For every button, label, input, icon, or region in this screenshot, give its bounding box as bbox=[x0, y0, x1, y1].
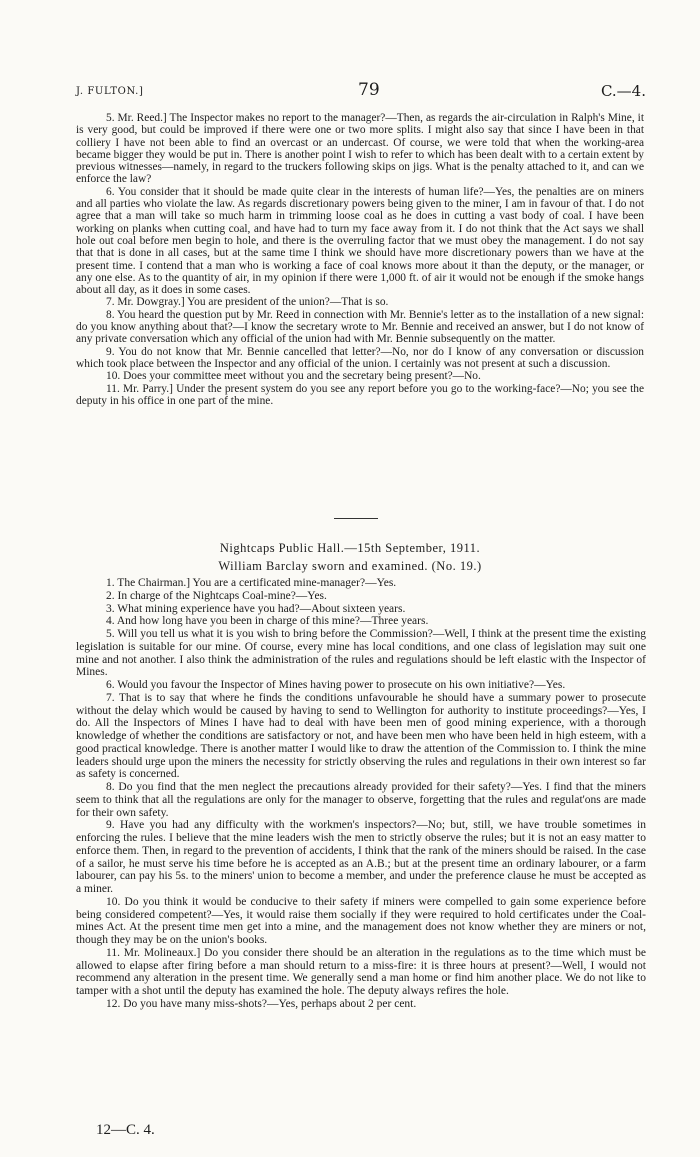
question-paragraph: 6. Would you favour the Inspector of Mines having power to prosecute on his own initiative?—Yes. bbox=[106, 679, 566, 691]
question-paragraph: 8. You heard the question put by Mr. Reed in connection with Mr. Bennie's letter as to the installation of a new signal: do you know anything about that?—I know the secretary wrote to Mr. Bennie and received an answer, but I do not know of any private conversation which any official of the union had with Mr. Bennie subsequently on the matter. bbox=[76, 308, 644, 346]
question-paragraph: 1. The Chairman.] You are a certificated mine-manager?—Yes. bbox=[106, 577, 397, 589]
witness-heading: William Barclay sworn and examined. (No. 19.) bbox=[218, 559, 482, 573]
fulton-evidence-section bbox=[76, 112, 644, 407]
question-paragraph: 6. You consider that it should be made quite clear in the interests of human life?—Yes, the penalties are on miners and all parties who violate the law. As regards discretionary powers being given to the miner, I am in favour of that. I do not agree that a man will take so much harm in trimming loose coal as he does in cutting a vast body of coal. I have been working on planks when cutting coal, and have had to turn my face away from it. I do not think that the Act says we shall hole out coal before men begin to hole, and there is the overruling factor that we must obey the management. I do not say that that is done in all cases, but at the same time I think we should have more discretionary powers than we have at the present time. I contend that a man who is working a face of coal knows more about it than the deputy, or the manager, or any one else. As to the quantity of air, in my opinion if there were 1,000 ft. of air it would not be enough if the smoke hangs about all day, as it does in some cases. bbox=[76, 185, 644, 297]
question-paragraph: 7. Mr. Dowgray.] You are president of the union?—That is so. bbox=[106, 296, 389, 309]
question-paragraph: 12. Do you have many miss-shots?—Yes, perhaps about 2 per cent. bbox=[106, 997, 417, 1010]
document-reference: C.—4. bbox=[600, 82, 646, 100]
header-witness-name: J. FULTON.] bbox=[76, 86, 144, 97]
barclay-evidence-section bbox=[76, 577, 646, 1011]
question-paragraph: 10. Does your committee meet without you and the secretary being present?—No. bbox=[106, 370, 481, 383]
question-paragraph: 4. And how long have you been in charge of this mine?—Three years. bbox=[106, 615, 429, 628]
question-paragraph: 9. You do not know that Mr. Bennie cancelled that letter?—No, nor do I know of any conversation or discussion which took place between the Inspector and any official of the union. I certainly was not present at such a discussion. bbox=[76, 345, 644, 370]
question-paragraph: 3. What mining experience have you had?—About sixteen years. bbox=[106, 602, 406, 615]
question-paragraph: 7. That is to say that where he finds the conditions unfavourable he should have a summary power to prosecute without the delay which would be caused by having to send to Wellington for authority to institute proceedings?—Yes, I do. All the Inspectors of Mines I have had to deal with have been men of good mining experience, with a thorough knowledge of whether the conditions are satisfactory or not, and have been men who have been held in high esteem, with a good practical knowledge. There is another matter I would like to draw the attention of the Commission to. I think the mine leaders should urge upon the miners the necessity for strictly observing the rules and regulations in their own interest so far as safety is concerned. bbox=[76, 691, 646, 781]
question-paragraph: 11. Mr. Parry.] Under the present system do you see any report before you go to the working-face?—No; you see the deputy in his office in one part of the mine. bbox=[76, 382, 644, 407]
question-paragraph: 11. Mr. Molineaux.] Do you consider there should be an alteration in the regulations as to the time which must be allowed to elapse after firing before a man should return to a miss-fire: it is three hours at present?—Well, I would not recommend any alteration in the present time. We generally send a man home or find him another place. We do not like to tamper with a shot until the deputy has examined the hole. The deputy always refires the hole. bbox=[76, 946, 646, 997]
page-header bbox=[76, 80, 646, 104]
question-paragraph: 5. Mr. Reed.] The Inspector makes no report to the manager?—Then, as regards the air-circulation in Ralph's Mine, it is very good, but could be improved if there were one or two more splits. I might also say that since I have been in that colliery I have not been able to find an overcast or an undercast. Of course, we were told that when the working-area became bigger they would be put in. There is another point I wish to refer to which has been dealt with to a certain extent by previous witnesses—namely, in regard to the truckers following skips on jigs. What is the penalty attached to it, and can we enforce the law? bbox=[76, 112, 644, 186]
question-paragraph: 10. Do you think it would be conducive to their safety if miners were compelled to gain some experience before being considered competent?—Yes, it would raise them socially if they were required to hold certificates under the Coal-mines Act. At the present time men get into a mine, and the management does not know whether they are miners or not, though they may be on the union's books. bbox=[76, 895, 646, 946]
question-paragraph: 5. Will you tell us what it is you wish to bring before the Commission?—Well, I think at the present time the existing legislation is suitable for our mine. Of course, every mine has local conditions, and one class of legislation may suit one mine and not another. I also think the administration of the rules and regulations should be left elastic with the Inspector of Mines. bbox=[76, 628, 646, 679]
section-divider bbox=[334, 518, 378, 519]
hearing-location-heading: Nightcaps Public Hall.—15th September, 1911. bbox=[219, 541, 481, 555]
page-number: 79 bbox=[358, 80, 380, 100]
question-paragraph: 9. Have you had any difficulty with the workmen's inspectors?—No; but, still, we have trouble sometimes in enforcing the rules. I believe that the mine leaders wish the men to strictly observe the rules; but it is not an easy matter to enforce them. Then, in regard to the prevention of accidents, I think that the rank of the miners should be raised. In the case of a sailor, he must serve his time before he is accepted as an A.B.; but at the present time an ordinary labourer, or a farm labourer, can pay his 5s. to the miners' union to become a member, and under the preference clause he must be accepted as a miner. bbox=[76, 819, 646, 895]
question-paragraph: 8. Do you find that the men neglect the precautions already provided for their safety?—Yes. I find that the miners seem to think that all the regulations are only for the manager to observe, forgetting that the rules and regulat'ons are made for their own safety. bbox=[76, 781, 646, 819]
printer-signature-mark: 12—C. 4. bbox=[96, 1122, 155, 1138]
question-paragraph: 2. In charge of the Nightcaps Coal-mine?—Yes. bbox=[106, 589, 327, 602]
